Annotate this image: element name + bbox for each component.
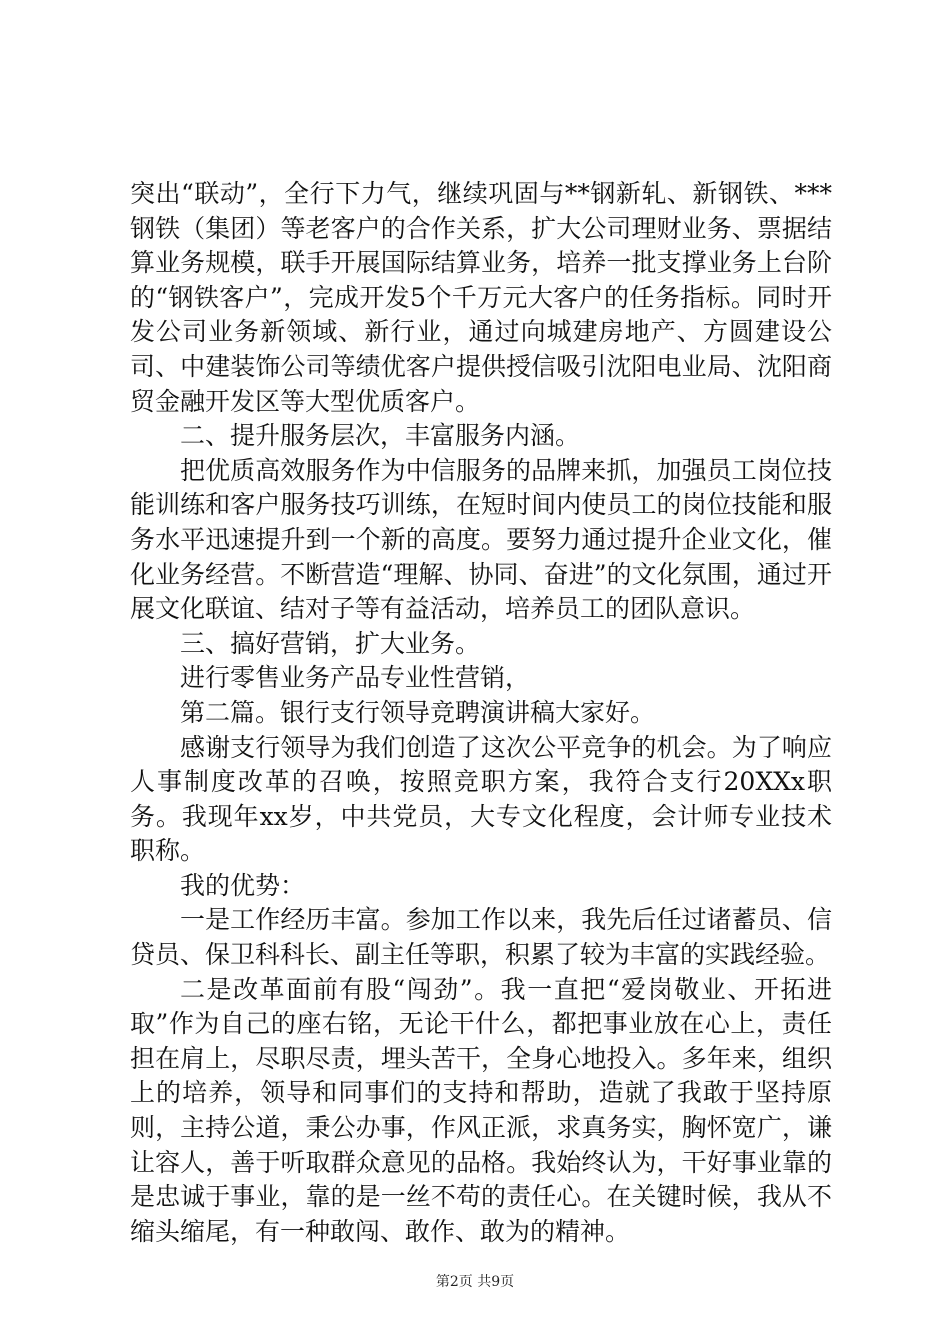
paragraph-intro: 感谢支行领导为我们创造了这次公平竞争的机会。为了响应人事制度改革的召唤，按照竞职方案，我符合支行20XXx职务。我现年xx岁，中共党员，大专文化程度，会计师专业技术职称。: [130, 732, 832, 866]
paragraph-advantage-1: 一是工作经历丰富。参加工作以来，我先后任过诸蓄员、信贷员、保卫科科长、副主任等职，积累了较为丰富的实践经验。: [130, 905, 832, 970]
document-body: [130, 177, 832, 1249]
paragraph-retail: 进行零售业务产品专业性营销，: [180, 663, 531, 693]
page-footer: 第2页 共9页: [435, 1274, 515, 1290]
paragraph-advantage-2: 二是改革面前有股“闯劲”。我一直把“爱岗敬业、开拓进取”作为自己的座右铭，无论干什么，都把事业放在心上，责任担在肩上，尽职尽责，埋头苦干，全身心地投入。多年来，组织上的培养，领导和同事们的支持和帮助，造就了我敢于坚持原则，主持公道，秉公办事，作风正派，求真务实，胸怀宽广，谦让容人，善于听取群众意见的品格。我始终认为，干好事业靠的是忠诚于事业，靠的是一丝不苟的责任心。在关键时候，我从不缩头缩尾，有一种敢闯、敢作、敢为的精神。: [130, 974, 832, 1246]
section-heading-2: 二、提升服务层次，丰富服务内涵。: [180, 421, 581, 451]
section-heading-3: 三、搞好营销，扩大业务。: [180, 628, 481, 658]
second-article-title: 第二篇。银行支行领导竞聘演讲稿大家好。: [180, 697, 656, 727]
paragraph-continuation: 突出“联动”，全行下力气，继续巩固与**钢新轧、新钢铁、***钢铁（集团）等老客户的合作关系，扩大公司理财业务、票据结算业务规模，联手开展国际结算业务，培养一批支撑业务上台阶的“钢铁客户”，完成开发5个千万元大客户的任务指标。同时开发公司业务新领域、新行业，通过向城建房地产、方圆建设公司、中建装饰公司等绩优客户提供授信吸引沈阳电业局、沈阳商贸金融开发区等大型优质客户。: [130, 179, 832, 416]
paragraph-service: 把优质高效服务作为中信服务的品牌来抓，加强员工岗位技能训练和客户服务技巧训练，在短时间内使员工的岗位技能和服务水平迅速提升到一个新的高度。要努力通过提升企业文化，催化业务经营。不断营造“理解、协同、奋进”的文化氛围，通过开展文化联谊、结对子等有益活动，培养员工的团队意识。: [130, 455, 832, 624]
advantages-heading: 我的优势：: [180, 870, 306, 900]
